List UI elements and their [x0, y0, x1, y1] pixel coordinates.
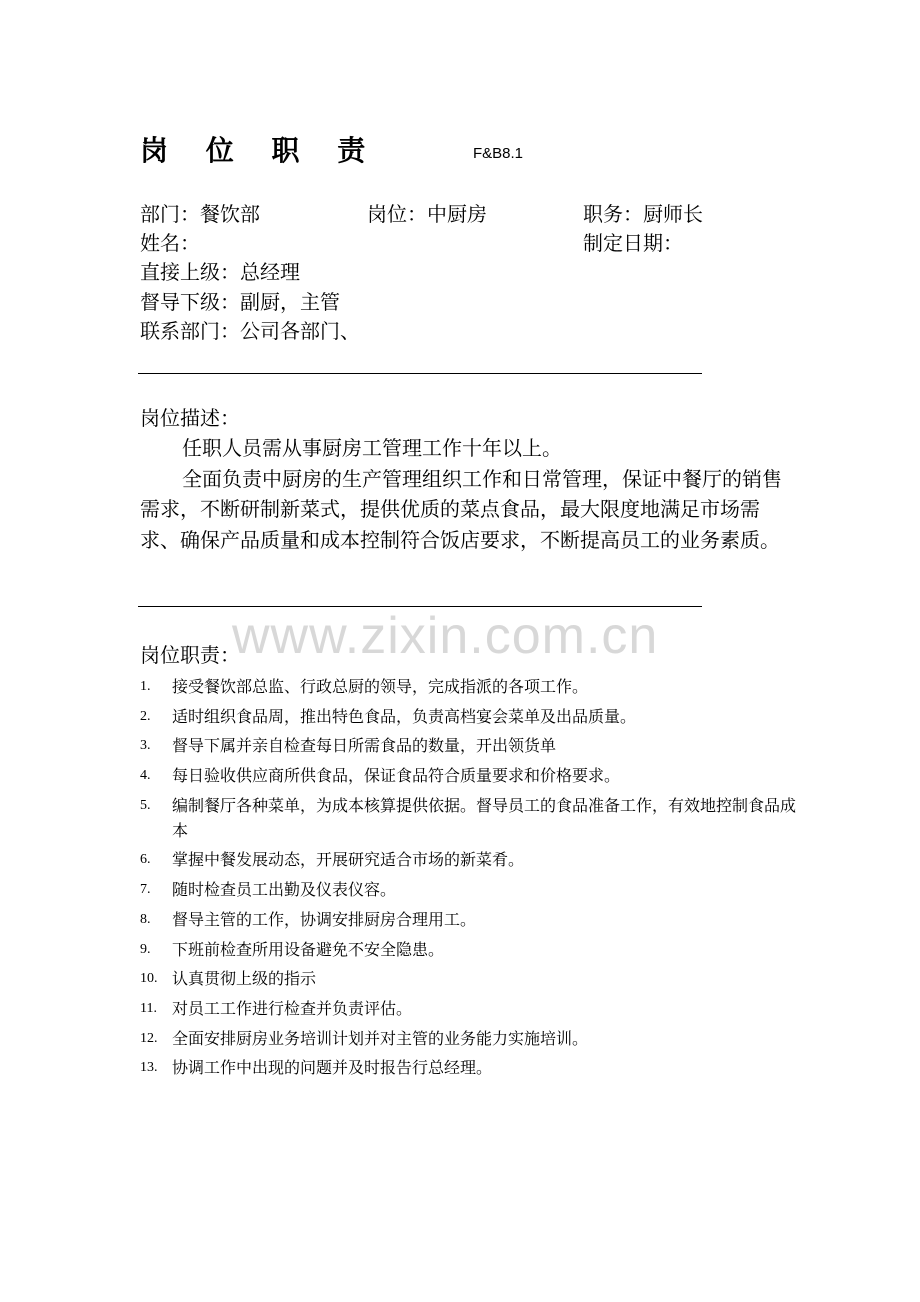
list-item-text: 接受餐饮部总监、行政总厨的领导，完成指派的各项工作。 [172, 677, 589, 696]
page-title: 岗 位 职 责 [140, 134, 380, 167]
subordinates-field: 督导下级：副厨，主管 [140, 290, 340, 314]
list-item-text: 对员工工作进行检查并负责评估。 [172, 998, 413, 1018]
list-item-number: 2. [140, 708, 151, 724]
list-item [140, 793, 800, 843]
duties-label: 岗位职责： [140, 643, 240, 667]
list-item [140, 1055, 800, 1080]
description-body [140, 433, 790, 555]
list-item-text: 认真贯彻上级的指示 [172, 969, 317, 989]
document-code: F&B8.1 [473, 145, 524, 162]
job-title-field: 职务：厨师长 [583, 202, 703, 226]
list-item-number: 10. [140, 971, 158, 987]
date-field: 制定日期： [583, 231, 683, 255]
list-item-text: 下班前检查所用设备避免不安全隐患。 [172, 939, 445, 959]
description-label: 岗位描述： [140, 406, 240, 430]
list-item [140, 847, 800, 872]
description-paragraph: 任职人员需从事厨房工管理工作十年以上。 [182, 436, 562, 460]
name-field: 姓名： [140, 231, 200, 255]
list-item-number: 12. [140, 1030, 158, 1046]
description-paragraph: 全面负责中厨房的生产管理组织工作和日常管理，保证中餐厅的销售需求，不断研制新菜式，提供优质的菜点食品，最大限度地满足市场需求、确保产品质量和成本控制符合饭店要求，不断提高员工的业务素质。 [140, 466, 782, 552]
list-item [140, 966, 800, 991]
duty-list [140, 674, 800, 1085]
list-item [140, 937, 800, 962]
list-item-number: 13. [140, 1060, 158, 1076]
position-field: 岗位：中厨房 [367, 202, 487, 226]
list-item-number: 3. [140, 738, 151, 754]
watermark: www.zixin.com.cn [232, 607, 659, 665]
list-item-number: 1. [140, 679, 151, 694]
list-item-number: 9. [140, 941, 151, 957]
contacts-field: 联系部门：公司各部门、 [140, 319, 360, 343]
list-item-text: 掌握中餐发展动态，开展研究适合市场的新菜肴。 [172, 850, 525, 870]
list-item-number: 4. [140, 768, 151, 784]
list-item [140, 996, 800, 1021]
list-item-number: 6. [140, 852, 151, 868]
list-item [140, 877, 800, 902]
list-item-text: 督导主管的工作，协调安排厨房合理用工。 [172, 909, 477, 929]
list-item [140, 763, 800, 788]
list-item [140, 907, 800, 932]
list-item [140, 674, 800, 699]
list-item-text: 随时检查员工出勤及仪表仪容。 [172, 880, 397, 900]
list-item [140, 733, 800, 758]
list-item-text: 协调工作中出现的问题并及时报告行总经理。 [172, 1058, 493, 1078]
list-item-text: 全面安排厨房业务培训计划并对主管的业务能力实施培训。 [172, 1028, 589, 1048]
list-item-number: 11. [140, 1000, 157, 1016]
list-item-number: 7. [140, 882, 151, 898]
list-item-number: 8. [140, 911, 151, 927]
superior-field: 直接上级：总经理 [140, 260, 300, 284]
list-item-text: 督导下属并亲自检查每日所需食品的数量，开出领货单 [172, 736, 557, 756]
list-item-number: 5. [140, 797, 151, 813]
list-item-text: 编制餐厅各种菜单，为成本核算提供依据。督导员工的食品准备工作，有效地控制食品成本 [172, 795, 797, 840]
divider [138, 373, 702, 374]
list-item [140, 1026, 800, 1051]
list-item-text: 适时组织食品周，推出特色食品，负责高档宴会菜单及出品质量。 [172, 706, 637, 726]
list-item-text: 每日验收供应商所供食品，保证食品符合质量要求和价格要求。 [172, 766, 621, 786]
list-item [140, 704, 800, 729]
department-field: 部门：餐饮部 [140, 202, 260, 226]
